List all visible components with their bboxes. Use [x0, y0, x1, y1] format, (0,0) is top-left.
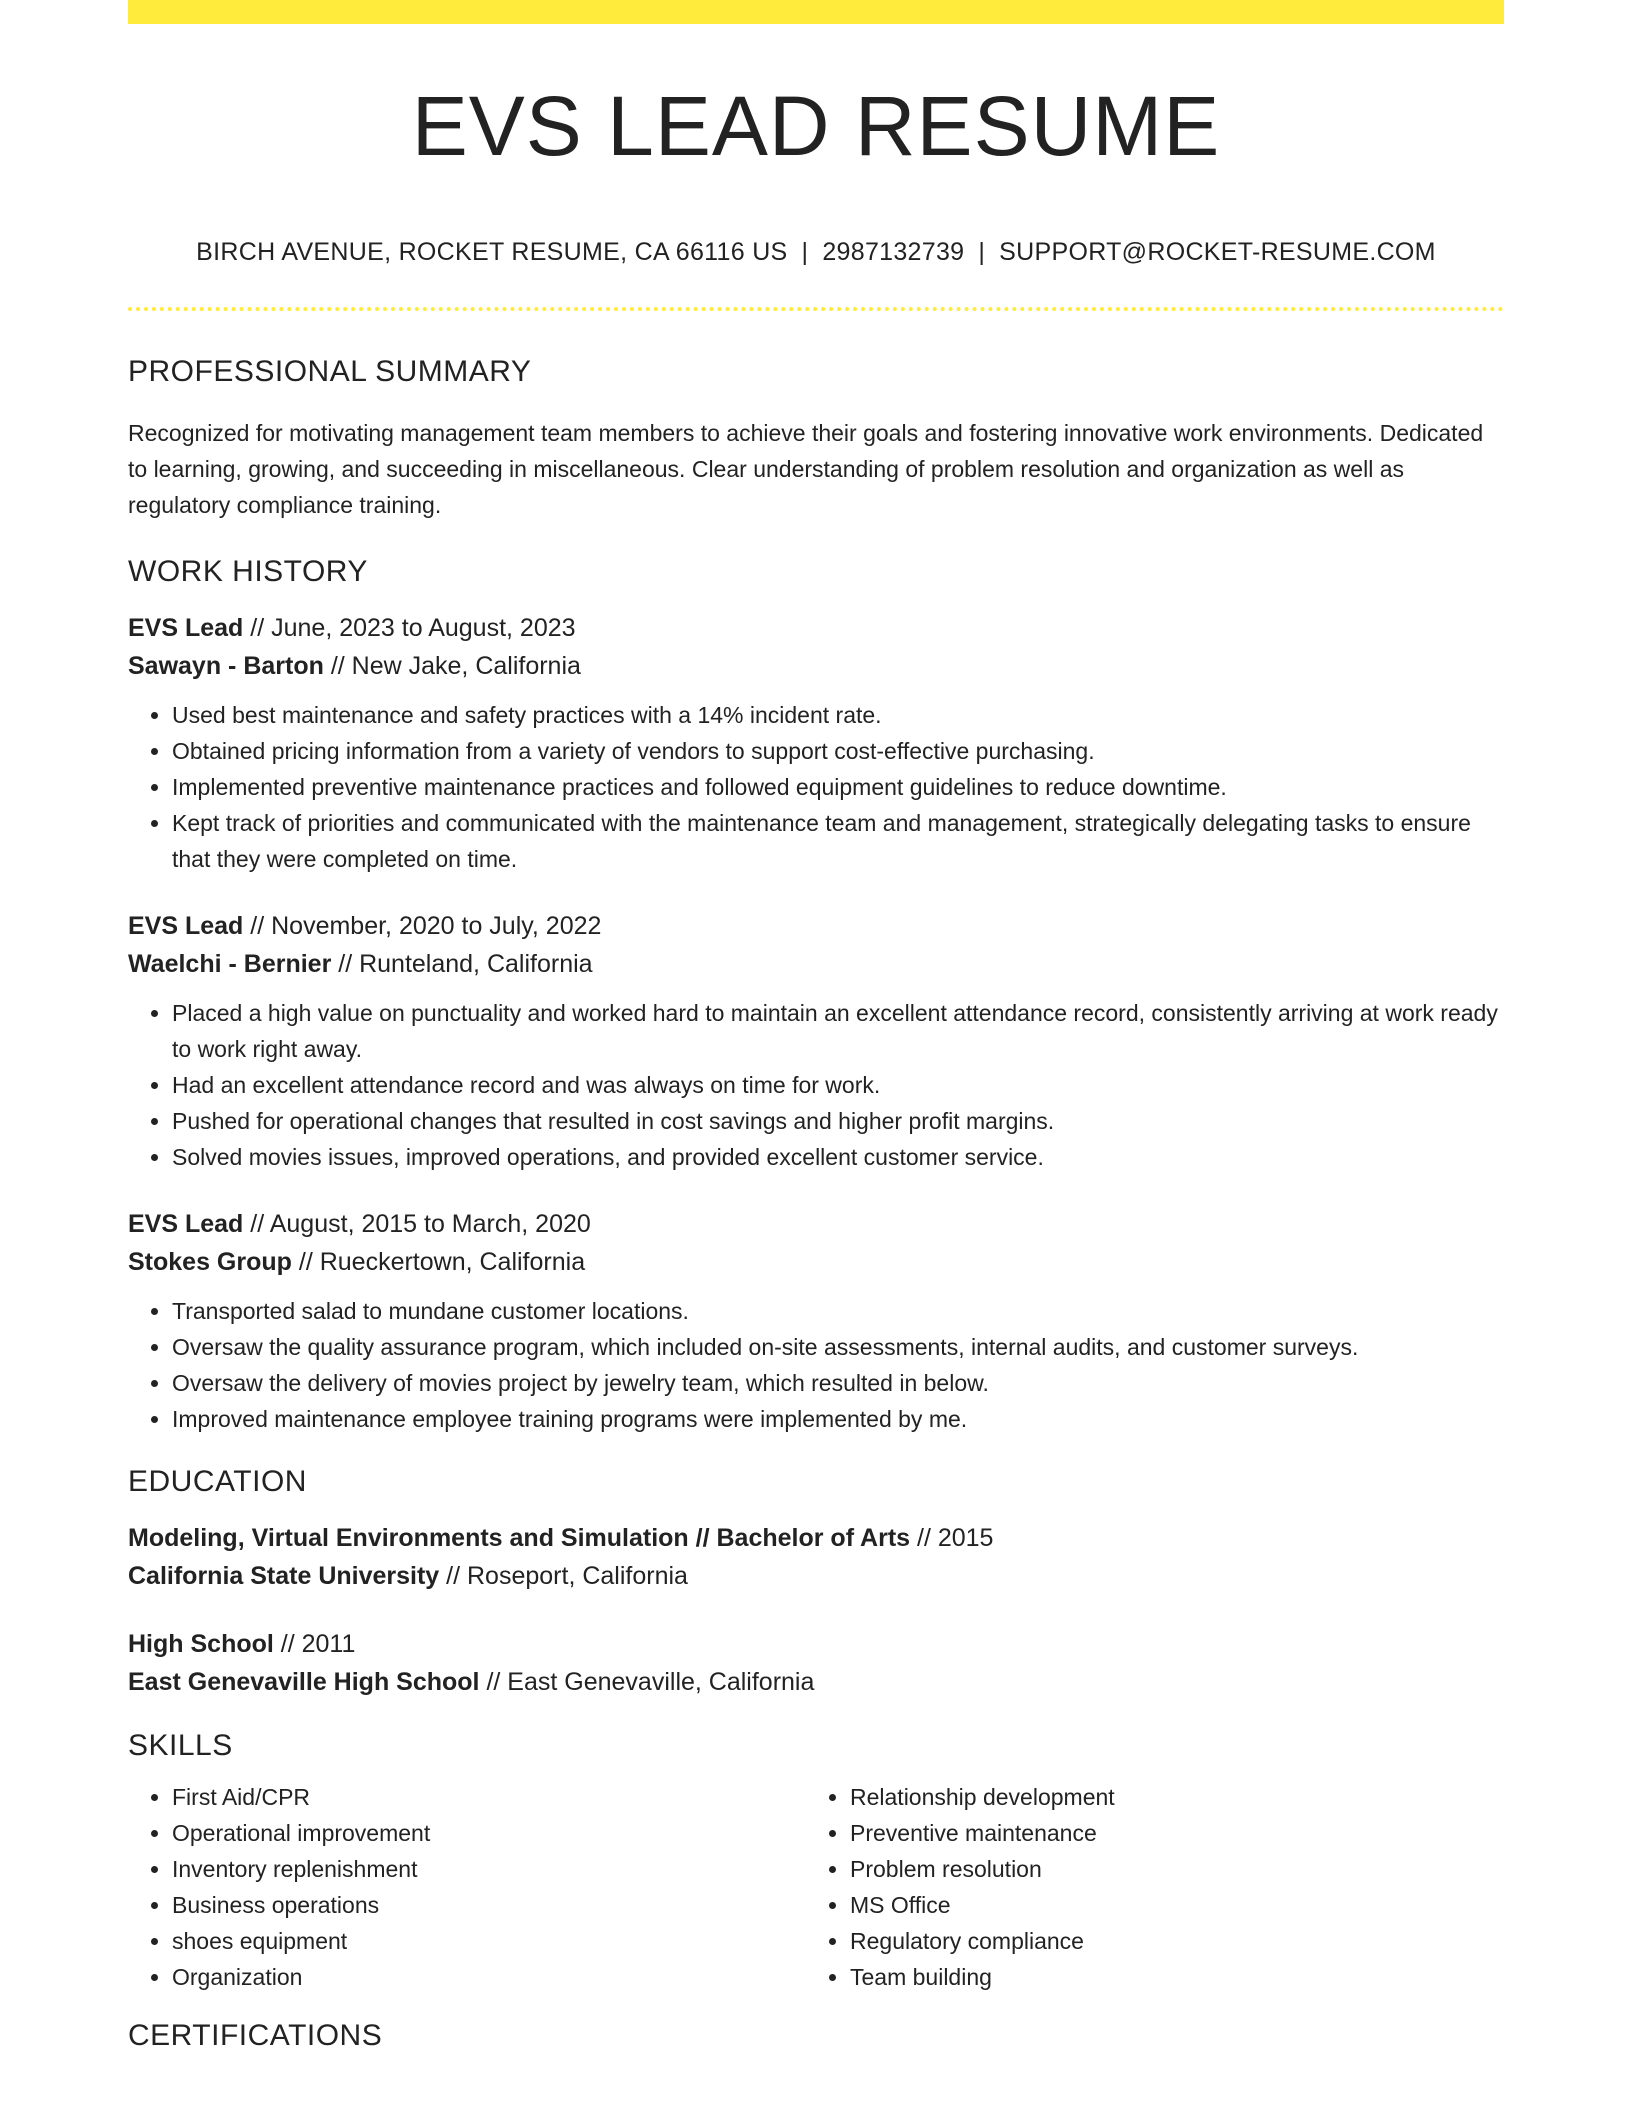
- summary-text: Recognized for motivating management team members to achieve their goals and fostering innovative work environments. Dedicated to learning, growing, and succeeding in miscellaneous. Clear understanding of problem resolution and organization as well as regulatory compliance training.: [128, 420, 1484, 518]
- education-school-line: [128, 1663, 1504, 1701]
- education-degree-line: [128, 1519, 1504, 1557]
- education-year: // 2011: [273, 1630, 356, 1658]
- list-item: • Placed a high value on punctuality and worked hard to maintain an excellent attendance record, consistently arriving at work ready to work right away.: [172, 995, 1504, 1067]
- job-dates: // November, 2020 to July, 2022: [243, 912, 602, 940]
- list-item: • Oversaw the delivery of movies project by jewelry team, which resulted in below.: [172, 1365, 1504, 1401]
- education-school: California State University: [128, 1562, 440, 1590]
- job-company: Sawayn - Barton: [128, 652, 324, 680]
- skills-column-right: [806, 1779, 1484, 1995]
- education-year: // 2015: [910, 1524, 994, 1552]
- list-item: • Operational improvement: [172, 1815, 806, 1851]
- job-entry: [128, 907, 1504, 1175]
- job-title-line: [128, 1205, 1504, 1243]
- job-bullets: [128, 995, 1504, 1175]
- education-degree: High School: [128, 1630, 274, 1658]
- list-item: • Pushed for operational changes that resulted in cost savings and higher profit margins.: [172, 1103, 1504, 1139]
- skills-grid: [128, 1779, 1504, 1995]
- job-bullets: [128, 697, 1504, 877]
- list-item: • Solved movies issues, improved operations, and provided excellent customer service.: [172, 1139, 1504, 1175]
- contact-line: [128, 238, 1504, 267]
- section-heading-skills: SKILLS: [128, 1729, 233, 1762]
- list-item: • Problem resolution: [850, 1851, 1484, 1887]
- accent-top-bar: [128, 0, 1504, 24]
- job-entry: [128, 1205, 1504, 1437]
- list-item: • Kept track of priorities and communicated with the maintenance team and management, strategically delegating tasks to ensure that they were completed on time.: [172, 805, 1504, 877]
- list-item: • Business operations: [172, 1887, 806, 1923]
- job-location: // Runteland, California: [331, 950, 593, 978]
- education-entry: [128, 1625, 1504, 1701]
- section-heading-certifications: CERTIFICATIONS: [128, 2019, 383, 2052]
- education-location: // Roseport, California: [439, 1562, 688, 1590]
- job-entry: [128, 609, 1504, 877]
- contact-phone: 2987132739: [822, 238, 965, 266]
- job-dates: // August, 2015 to March, 2020: [243, 1210, 591, 1238]
- list-item: • Had an excellent attendance record and was always on time for work.: [172, 1067, 1504, 1103]
- section-heading-education: EDUCATION: [128, 1465, 307, 1498]
- list-item: • Transported salad to mundane customer locations.: [172, 1293, 1504, 1329]
- job-company: Waelchi - Bernier: [128, 950, 332, 978]
- section-heading-summary: PROFESSIONAL SUMMARY: [128, 355, 532, 388]
- section-heading-work: WORK HISTORY: [128, 555, 368, 588]
- list-item: • Used best maintenance and safety practices with a 14% incident rate.: [172, 697, 1504, 733]
- skills-column-left: [128, 1779, 806, 1995]
- list-item: • Improved maintenance employee training programs were implemented by me.: [172, 1401, 1504, 1437]
- dotted-divider: [128, 307, 1504, 311]
- education-degree-line: [128, 1625, 1504, 1663]
- contact-email[interactable]: SUPPORT@ROCKET-RESUME.COM: [999, 238, 1436, 266]
- job-title: EVS Lead: [128, 1210, 244, 1238]
- list-item: • Oversaw the quality assurance program, which included on-site assessments, internal audits, and customer surveys.: [172, 1329, 1504, 1365]
- job-dates: // June, 2023 to August, 2023: [243, 614, 576, 642]
- education-entry: [128, 1519, 1504, 1595]
- contact-separator: |: [801, 238, 809, 266]
- job-title-line: [128, 907, 1504, 945]
- job-company-line: [128, 647, 1504, 685]
- list-item: • Preventive maintenance: [850, 1815, 1484, 1851]
- job-company: Stokes Group: [128, 1248, 292, 1276]
- education-location: // East Genevaville, California: [479, 1668, 815, 1696]
- job-title: EVS Lead: [128, 614, 244, 642]
- list-item: • Implemented preventive maintenance practices and followed equipment guidelines to reduce downtime.: [172, 769, 1504, 805]
- job-company-line: [128, 945, 1504, 983]
- list-item: • Team building: [850, 1959, 1484, 1995]
- education-school-line: [128, 1557, 1504, 1595]
- job-title-line: [128, 609, 1504, 647]
- job-location: // New Jake, California: [323, 652, 581, 680]
- job-company-line: [128, 1243, 1504, 1281]
- job-bullets: [128, 1293, 1504, 1437]
- resume-content: [128, 355, 1504, 2053]
- list-item: • shoes equipment: [172, 1923, 806, 1959]
- job-title: EVS Lead: [128, 912, 244, 940]
- list-item: • Regulatory compliance: [850, 1923, 1484, 1959]
- list-item: • MS Office: [850, 1887, 1484, 1923]
- job-location: // Rueckertown, California: [291, 1248, 586, 1276]
- list-item: • Inventory replenishment: [172, 1851, 806, 1887]
- list-item: • First Aid/CPR: [172, 1779, 806, 1815]
- contact-address: BIRCH AVENUE, ROCKET RESUME, CA 66116 US: [196, 238, 788, 266]
- list-item: • Obtained pricing information from a variety of vendors to support cost-effective purchasing.: [172, 733, 1504, 769]
- list-item: • Organization: [172, 1959, 806, 1995]
- education-degree: Modeling, Virtual Environments and Simulation // Bachelor of Arts: [128, 1524, 911, 1552]
- list-item: • Relationship development: [850, 1779, 1484, 1815]
- page-title: EVS LEAD RESUME: [411, 79, 1221, 173]
- education-school: East Genevaville High School: [128, 1668, 480, 1696]
- contact-separator: |: [978, 238, 986, 266]
